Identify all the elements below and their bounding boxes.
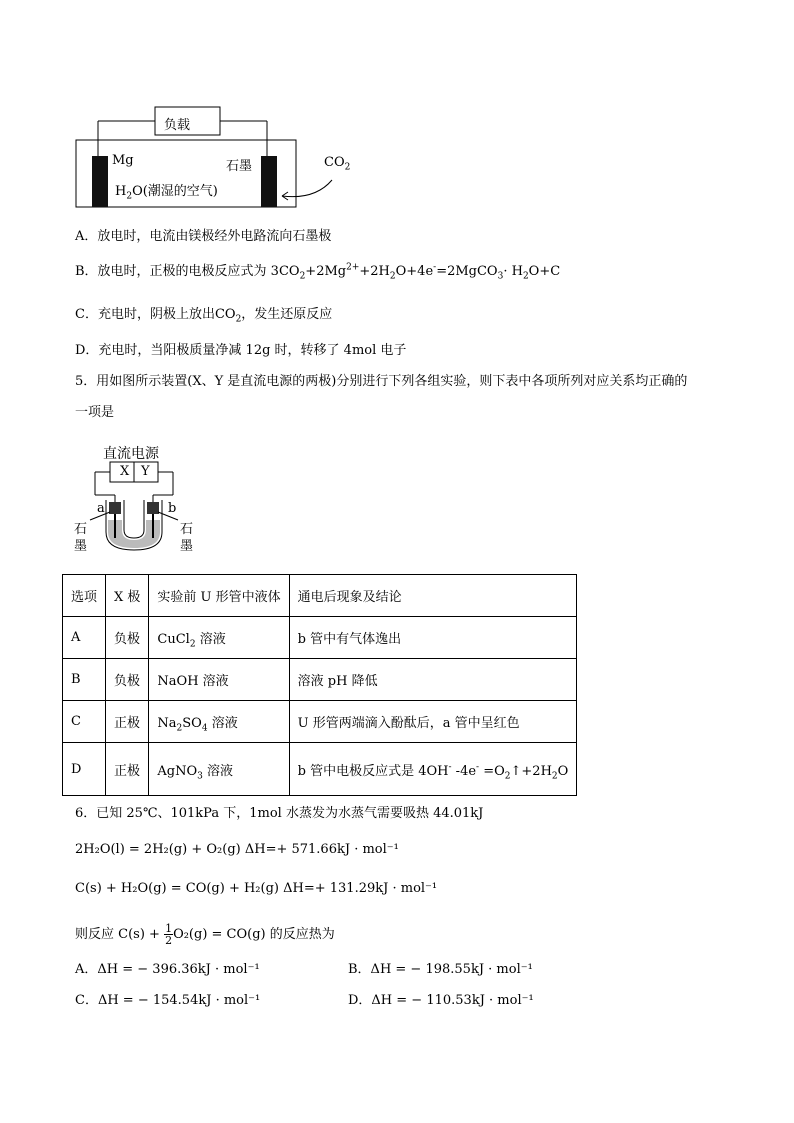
header-liquid: 实验前 U 形管中液体 [149,575,289,617]
q6-stem: 6．已知 25℃、101kPa 下，1mol 水蒸发为水蒸气需要吸热 44.01kJ [75,806,484,821]
half-fraction: $\frac{1}{2}$ [165,922,173,947]
row-result: U 形管两端滴入酚酞后，a 管中呈红色 [289,701,577,743]
row-result: 溶液 pH 降低 [289,659,577,701]
row-x-pole: 正极 [106,743,149,796]
y-pole-label: Y [141,464,150,479]
q4-option-c: C．充电时，阴极上放出$CO_2$，发生还原反应 [75,307,333,325]
q4-option-d: D．充电时，当阳极质量净减 12g 时，转移了 4mol 电子 [75,343,407,358]
table-row [63,617,577,659]
q5-stem-line-1: 5．用如图所示装置(X、Y 是直流电源的两极)分别进行下列各组实验，则下表中各项所列对应关系均正确的 [75,374,688,389]
x-pole-label: X [120,464,130,479]
q6-option-b: B．ΔH = − 198.55kJ · mol⁻¹ [348,962,533,977]
electrolyte-label: $H_2O$(潮湿的空气) [115,184,218,202]
row-result: b 管中电极反应式是 4OH- $-4e^- =O_2↑+2H_2O$ [289,743,577,796]
left-graphite-label-1: 石 [74,522,88,537]
q5-table [62,574,577,796]
row-liquid: CuCl$_2$ 溶液 [149,617,289,659]
row-liquid: AgNO$_3$ 溶液 [149,743,289,796]
right-graphite-label-2: 墨 [180,539,194,554]
row-option: A [63,617,106,659]
row-option: C [63,701,106,743]
header-x-pole: X 极 [106,575,149,617]
co2-label: $CO_2$ [324,155,351,173]
row-liquid: $Na_2SO_4$ 溶液 [149,701,289,743]
row-option: D [63,743,106,796]
q6-equation-1: 2H₂O(l) = 2H₂(g) + O₂(g) ΔH=+ 571.66kJ · mol⁻¹ [75,842,399,857]
row-option: B [63,659,106,701]
left-graphite-label-2: 墨 [74,539,88,554]
table-row [63,659,577,701]
right-graphite-label-1: 石 [180,522,194,537]
graphite-label: 石墨 [226,159,253,174]
q4-option-a: A．放电时，电流由镁极经外电路流向石墨极 [75,229,332,244]
q5-stem-line-2: 一项是 [75,405,115,420]
load-label: 负载 [164,118,191,133]
mg-label: Mg [112,153,134,168]
row-liquid: NaOH 溶液 [149,659,289,701]
electrode-a-label: a [97,501,105,516]
table-header-row [63,575,577,617]
row-x-pole: 正极 [106,701,149,743]
table-row [63,701,577,743]
q6-equation-2: C(s) + H₂O(g) = CO(g) + H₂(g) ΔH=+ 131.29kJ · mol⁻¹ [75,881,438,896]
q6-option-d: D．ΔH = − 110.53kJ · mol⁻¹ [348,993,534,1008]
header-result: 通电后现象及结论 [289,575,577,617]
power-source-label: 直流电源 [103,446,159,462]
q6-option-a: A．ΔH = − 396.36kJ · mol⁻¹ [75,962,260,977]
q6-question: 则反应 C(s) + $\frac{1}{2}$ O₂(g) = CO(g) 的反应热为 [75,922,335,947]
q6-option-c: C．ΔH = − 154.54kJ · mol⁻¹ [75,993,261,1008]
electrode-b-label: b [168,501,177,516]
row-x-pole: 负极 [106,659,149,701]
table-row [63,743,577,796]
header-option: 选项 [63,575,106,617]
row-x-pole: 负极 [106,617,149,659]
q4-option-b: B．放电时，正极的电极反应式为 $3CO_2+2Mg^{2+}+2H_2O+4e^-=2MgCO_3\cdot H_2O+C$ [75,262,561,282]
row-result: b 管中有气体逸出 [289,617,577,659]
